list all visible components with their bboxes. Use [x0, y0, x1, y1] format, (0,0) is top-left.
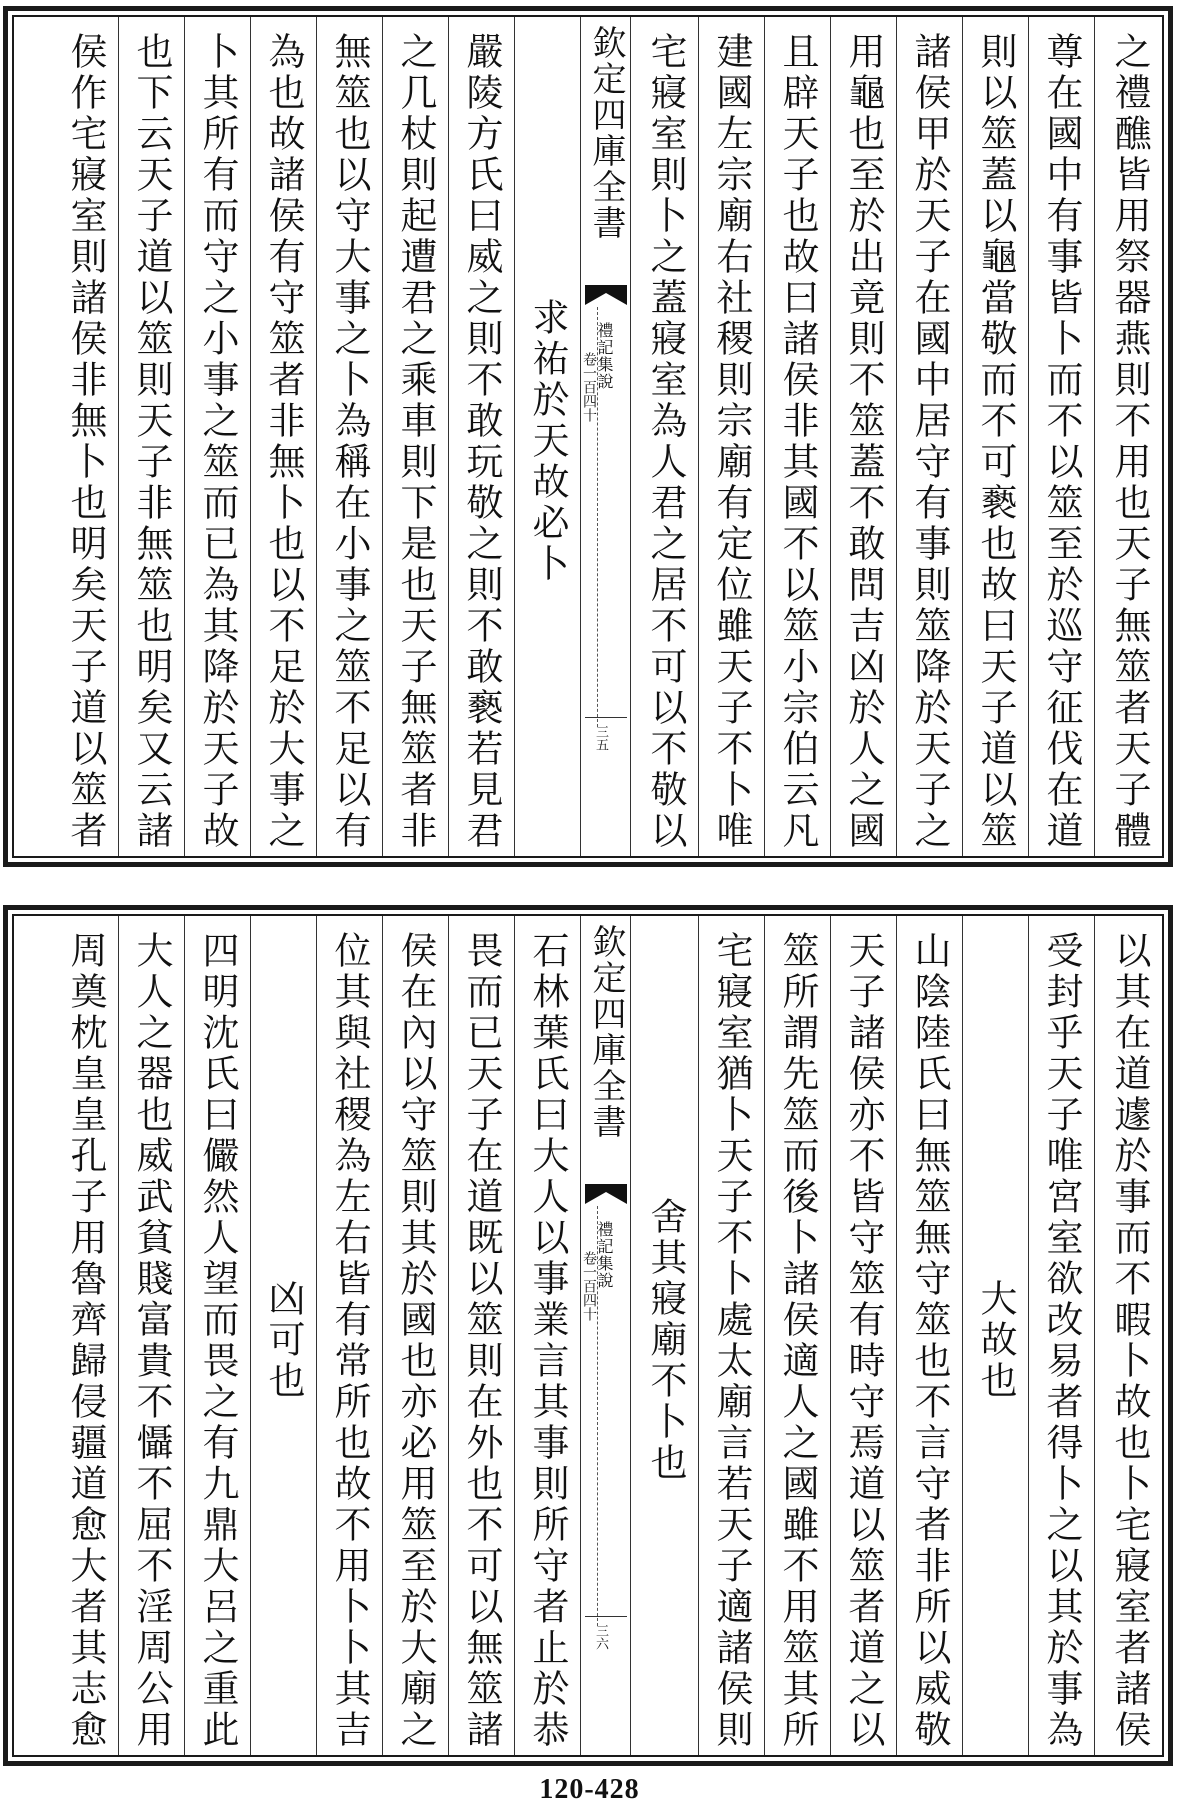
text-column: 天子諸侯亦不皆守筮有時守焉道以筮者道之以 [830, 916, 896, 1755]
text-column: 宅寢室則卜之蓋寢室為人君之居不可以不敬以 [630, 17, 698, 856]
text-column: 侯作宅寢室則諸侯非無卜也明矣天子道以筮者 [64, 31, 107, 852]
text-column: 卜其所有而守之小事之筮而已為其降於天子故 [184, 17, 250, 856]
strip-juan-number: 卷一百四十 [581, 1251, 597, 1321]
text-column: 舍其寢廟不卜也 [630, 916, 698, 1755]
lower-page [3, 905, 1173, 1766]
text-column: 侯在內以守筮則其於國也亦必用筮至於大廟之 [382, 916, 448, 1755]
lower-page-frame [12, 914, 1164, 1757]
text-column: 尊在國中有事皆卜而不以筮至於巡守征伐在道 [1028, 17, 1094, 856]
strip-leaf-number: 三六 [593, 1624, 608, 1650]
text-column: 以其在道遽於事而不暇卜故也卜宅寢室者諸侯 [1094, 916, 1162, 1755]
text-column: 無筮也以守大事之卜為稱在小事之筮不足以有 [316, 17, 382, 856]
text-column: 則以筮蓋以龜當敬而不可褻也故曰天子道以筮 [962, 17, 1028, 856]
text-column: 求祐於天故必卜 [514, 17, 580, 856]
center-margin-strip [580, 17, 630, 856]
text-column: 畏而已天子在道既以筮則在外也不可以無筮諸 [448, 916, 514, 1755]
text-column: 筮所謂先筮而後卜諸侯適人之國雖不用筮其所 [764, 916, 830, 1755]
strip-rule [585, 1616, 627, 1617]
text-column: 周奠枕皇皇孔子用魯齊歸侵疆道愈大者其志愈 [64, 930, 107, 1751]
text-column: 之几杖則起遭君之乘車則下是也天子無筮者非 [382, 17, 448, 856]
text-column: 四明沈氏曰儼然人望而畏之有九鼎大呂之重此 [184, 916, 250, 1755]
text-column: 石林葉氏曰大人以事業言其事則所守者止於恭 [514, 916, 580, 1755]
text-column: 大故也 [962, 916, 1028, 1755]
text-column: 建國左宗廟右社稷則宗廟有定位雖天子不卜唯 [698, 17, 764, 856]
text-column: 凶可也 [250, 916, 316, 1755]
fishtail-mark-icon [585, 1184, 627, 1204]
text-column: 也下云天子道以筮則天子非無筮也明矣又云諸 [118, 17, 184, 856]
text-column: 且辟天子也故曰諸侯非其國不以筮小宗伯云凡 [764, 17, 830, 856]
text-column: 用龜也至於出竟則不筮蓋不敢問吉凶於人之國 [830, 17, 896, 856]
page-number: 120-428 [539, 1774, 640, 1805]
text-column: 之禮醮皆用祭器燕則不用也天子無筮者天子體 [1094, 17, 1162, 856]
text-column: 位其與社稷為左右皆有常所也故不用卜卜其吉 [316, 916, 382, 1755]
text-column: 受封乎天子唯宮室欲改易者得卜之以其於事為 [1028, 916, 1094, 1755]
text-column: 嚴陵方氏曰威之則不敢玩敬之則不敢褻若見君 [448, 17, 514, 856]
upper-page [3, 6, 1173, 867]
upper-page-frame [12, 15, 1164, 858]
text-column: 宅寢室猶卜天子不卜處太廟言若天子適諸侯則 [698, 916, 764, 1755]
strip-rule [585, 717, 627, 718]
center-margin-strip [580, 916, 630, 1755]
text-column: 大人之器也威武貧賤富貴不懾不屈不淫周公用 [118, 916, 184, 1755]
strip-collection-title: 欽定四庫全書 [586, 25, 626, 241]
strip-juan-number: 卷一百四十 [581, 352, 597, 422]
text-column: 為也故諸侯有守筮者非無卜也以不足於大事之 [250, 17, 316, 856]
strip-book-title: 禮記集說 [595, 322, 614, 390]
strip-book-title: 禮記集說 [595, 1221, 614, 1289]
text-column: 諸侯甲於天子在國中居守有事則筮降於天子之 [896, 17, 962, 856]
text-column: 山陰陸氏曰無筮無守筮也不言守者非所以威敬 [896, 916, 962, 1755]
fishtail-mark-icon [585, 285, 627, 305]
strip-collection-title: 欽定四庫全書 [586, 924, 626, 1140]
strip-leaf-number: 三五 [593, 725, 608, 751]
